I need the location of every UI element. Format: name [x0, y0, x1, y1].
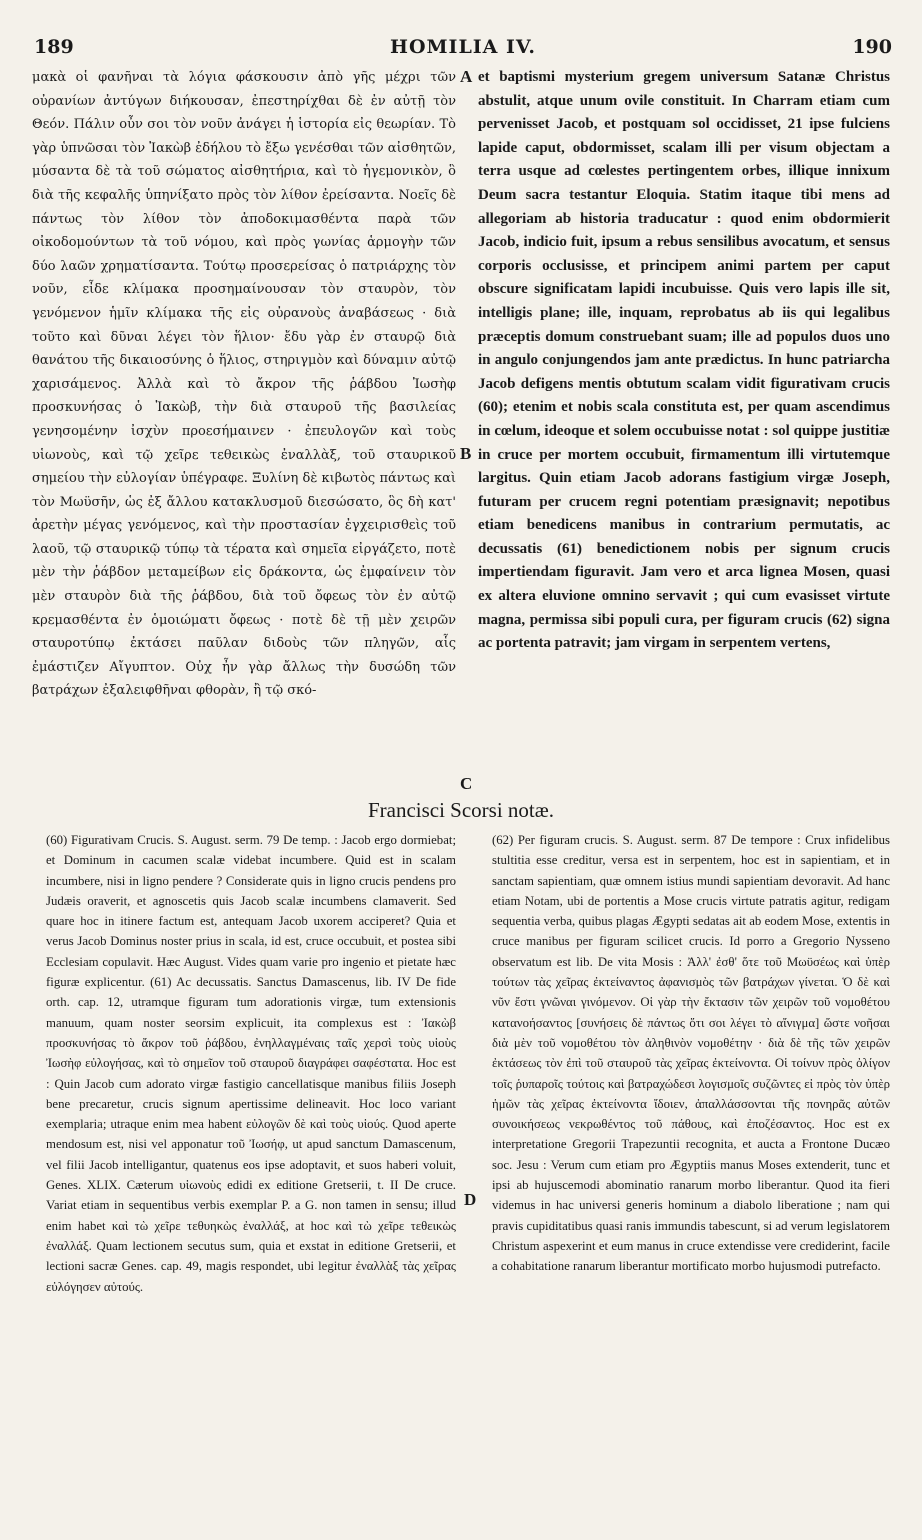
margin-marker-d: D	[464, 1190, 477, 1209]
greek-text-column	[32, 66, 456, 703]
margin-marker-a: A	[460, 67, 473, 86]
right-page-number: 190	[852, 36, 892, 58]
running-title: HOMILIA IV.	[390, 36, 536, 58]
notes-title: Francisci Scorsi notæ.	[367, 798, 555, 822]
latin-text-column	[478, 66, 890, 656]
margin-marker-c: C	[460, 774, 473, 793]
latin-paragraph: et baptismi mysterium gregem universum Satanæ Christus abstulit, atque unum ovile constituit. In Charram etiam cum pervenisset Jacob, et postquam sol occidisset, 21 ipse fulciens lapide caput, obdormisset, scalam illi per visum objectam a terra usque ad cœlestes pertingentem orbes, illique innixum Deum sacra testantur Eloquia. Statim itaque tibi mens ad allegoriam ab historia traducatur : quod enim obdormierit Jacob, indicio fuit, ipsum a rebus sensilibus avocatum, et sensus corporis occlusisse, et principem animi partem per caput obscure significatam lapidi incubuisse. Quis vero lapis ille sit, intelligis plane; ille, inquam, reprobatus ab iis qui legalibus præceptis domum construebant suam; ille ad populos duos uno in angulo conjungendos jam ante prædictus. In hunc patriarcha Jacob defigens mentis obtutum scalam vidit figurativam crucis (60); etenim et nobis scala constituta est, per quam ascendimus in cœlum, ideoque et solem occubuisse notat : sol quippe justitiæ in cruce per mortem occubuit, firmamentum illi virtutemque largitus. Quin etiam Jacob adorans fastigium virgæ Joseph, futuram per crucem regni potentiam præsignavit; nepotibus etiam benedicens manibus in contrarium permutatis, ac decussatis (61) benedictionem nobis per signum crucis impertiendam figuravit. Jam vero et arca lignea Mosen, quasi ex altera eluvione omnino servavit ; qui cum evasisset virtute magna, permissa sibi populi cura, per figuram crucis (62) signa ac portenta patravit; jam virgam in serpentem vertens,	[478, 69, 890, 652]
margin-marker-b: B	[460, 444, 472, 463]
greek-paragraph: μακὰ οἱ φανῆναι τὰ λόγια φάσκουσιν ἀπὸ γῆς μέχρι τῶν οὐρανίων ἀντύγων διήκουσαν, ἐπεστηρίχθαι δὲ ἐν αὐτῇ τὸν Θεόν. Πάλιν οὖν σοι τὸν νοῦν ἀνάγει ἡ ἱστορία εἰς θεωρίαν. Τὸ γὰρ ὑπνῶσαι τὸν Ἰακὼβ ἐδήλου τὸ ἔξω γενέσθαι τῶν αἰσθητῶν, μύσαντα δὲ τὰ τοῦ σώματος αἰσθητήρια, καὶ τὸ ἡγεμονικὸν, ὃ διὰ τῆς κεφαλῆς ὑπηνίξατο πρὸς τὸν λίθον ἐρείσαντα. Νοεῖς δὲ πάντως τὸν λίθον τὸν ἀποδοκιμασθέντα παρὰ τῶν οἰκοδομούντων τὰ τοῦ νόμου, καὶ πρὸς γωνίας ἁρμογὴν τῶν δύο λαῶν χρηματίσαντα. Τούτῳ προσερείσας ὁ πατριάρχης τὸν νοῦν, εἶδε κλίμακα προσημαίνουσαν τὸν σταυρὸν, τὸν γενόμενον ἡμῖν κλίμακα τῆς εἰς οὐρανοὺς ἀναβάσεως · διὰ τοῦτο καὶ δῦναι λέγει τὸν ἥλιον· ἔδυ γὰρ ἐν σταυρῷ διὰ θανάτου τῆς δικαιοσύνης ὁ ἥλιος, στηριγμὸν καὶ δύναμιν αὐτῷ χαρισάμενος. Ἀλλὰ καὶ τὸ ἄκρον τῆς ῥάβδου Ἰωσὴφ προσκυνήσας ὁ Ἰακὼβ, τὴν διὰ σταυροῦ τῆς βασιλείας γενησομένην ἰσχὺν προεσήμαινεν · ἐπευλογῶν καὶ τοὺς υἱωνοὺς, καὶ τῷ χεῖρε τεθεικὼς ἐναλλὰξ, τοῦ σταυρικοῦ σημείου τὴν εὐλογίαν ὑπέγραφε. Ξυλίνη δὲ κιβωτὸς πάντως καὶ τὸν Μωϋσῆν, ὡς ἐξ ἄλλου κατακλυσμοῦ διεσώσατο, ὃς δὴ κατ' ἀρετὴν μέγας γενόμενος, καὶ τὴν προστασίαν ἐγχειρισθεὶς τοῦ λαοῦ, τῷ σταυρικῷ τύπῳ τὰ τέρατα καὶ σημεῖα εἰργάζετο, ποτὲ μὲν τὴν ῥάβδον μεταμείβων εἰς δράκοντα, ὡς ἐμφαίνειν τὸν μὲν σταυρὸν διὰ τῆς ῥάβδου, διὰ τοῦ ὄφεως τὸν ἐν αὐτῷ κρεμασθέντα ἐν ὁμοιώματι ὄφεως · ποτὲ δὲ τῇ μὲν χειρῶν σταυροτύπῳ ἐκτάσει παῦλαν διδοὺς τῶν πληγῶν, αἷς ἐμάστιζεν Αἴγυπτον. Οὐχ ἦν γὰρ ἄλλως τὴν δυσώδη τῶν βατράχων ἐξαλειφθῆναι φθορὰν, ἢ τῷ σκό-	[32, 70, 456, 699]
footnotes-left-column	[46, 830, 456, 1297]
footnote-62: (62) Per figuram crucis. S. August. serm. 87 De tempore : Crux infidelibus stultitia esse creditur, versa est in serpentem, hoc est in sapientiam, et in sanctam sapientiam, quæ omnem istius mundi sapientiam devoravit. Ad hanc etiam Notam, ubi de portentis a Mose crucis virtute patratis agitur, redigam sequentia verba, quibus plagas Ægypti sedatas ait ab eodem Mose, extentis in cruce manibus per figuram scilicet crucis. Id porro a Gregorio Nysseno observatum est lib. De vita Mosis : Ἀλλ' ἐσθ' ὅτε τοῦ Μωϋσέως καὶ ὑπὲρ τούτων τὰς χεῖρας ἐκτείναντος ἀφανισμὸς τῶν βατράχων γίνεται. Ὁ δὲ καὶ νῦν ἔστι γνῶναι γινόμενον. Οἱ γὰρ τὴν ἔκτασιν τῶν χειρῶν τοῦ νομοθέτου κατανοήσαντος [συνήσεις δὲ πάντως ὅτι σοι λέγει τὸ αἴνιγμα] ὥστε νοῆσαι διὰ μὲν τοῦ νομοθέτου τὸν ἀληθινὸν νομοθέτην · διὰ δὲ τῆς τῶν χειρῶν ἐκτάσεως τὸν ἐπὶ τοῦ σταυροῦ τὰς χεῖρας ἐκτείνοντα. Οἱ τοίνυν πρὸς ὀλίγον τοῖς ῥυπαροῖς τούτοις καὶ βατραχώδεσι λογισμοῖς συζῶντες εἰ πρὸς τὸν ὑπὲρ ἡμῶν τὰς χεῖρας ἐκτείνοντα ἴδοιεν, ἀπαλλάσσονται τῆς πονηρᾶς αὐτῶν συνοικήσεως νεκρωθέντος τοῦ πάθους, καὶ ἐποζέσαντος. Hoc est ex interpretatione Gregorii Trapezuntii recognita, et aucta a Frontone Ducæo soc. Jesu : Verum cum etiam pro Ægyptiis manus Moses extenderit, tunc et ipsi ab hujuscemodi abominatio ranarum morbo liberantur. Quod ita fieri videmus in hac universi generis hominum a diabolo liberatione ; nam qui pravis cupiditatibus quasi ranis immundis tabescunt, si ad verum legislatorem Christum aspexerint et eum manus in cruce extendisse vere crediderint, facile a cohabitatione ranarum liberantur mortificato morbo hujusmodi putrefacto.	[492, 833, 890, 1274]
footnote-60-61: (60) Figurativam Crucis. S. August. serm. 79 De temp. : Jacob ergo dormiebat; et Dominum in cacumen scalæ videbat incumbere. Quid est in scalam incumbere, nisi in ligno pendere ? Considerate quis in ligno crucis pendens pro Judæis oraverit, et agnoscetis quis Jacob scalæ incumbens clamaverit. Sed quare hoc in itinere factum est, antequam Jacob uxorem acciperet? Quia et verus Jacob Dominus noster prius in scala, id est, cruce occubuit, et postea sibi Ecclesiam copulavit. Hæc August. Vides quam varie pro ingenio et pietate hæc figuræ explicentur. (61) Ac decussatis. Sanctus Damascenus, lib. IV De fide orth. cap. 12, utramque figuram tum adorationis virgæ, tum extensionis manuum, quam noster seorsim explicuit, ita complexus est : Ἰακὼβ προσκυνήσας τὸ ἄκρον τοῦ ῥάβδου, ἐνηλλαγμέναις ταῖς χερσὶ τοὺς υἱοὺς Ἰωσὴφ εὐλογήσας, καὶ τὸ σημεῖον τοῦ σταυροῦ διαγράφει σαφέστατα. Hoc est : Quin Jacob cum adorato virgæ fastigio cancellatisque manibus filiis Joseph bene precaretur, crucis signum apertissime delineavit. Hoc loco variant exemplaria; utraque enim mea habent εὐλογῶν δὲ καὶ τοὺς υἱούς. Quod aperte mendosum est, nisi vel apponatur τοῦ Ἰωσήφ, ut apud sanctum Damascenum, vel filii Jacob intelligantur, quatenus eos ipse adoptavit, et suos haberi voluit, Genes. XLIX. Cæterum υἱωνοὺς edidi ex editione Gretserii, t. II De cruce. Variat etiam in sequentibus verbis exemplar P. a G. non tamen in sensu; illud enim habet καὶ τὼ χεῖρε τεθυηκὼς ἐναλλάξ, at hoc καὶ τὼ χεῖρε τεθεικὼς ἐναλλάξ. Quam lectionem secutus sum, quia et exstat in editione Gretserii, et lectioni sacræ Genes. cap. 49, magis respondet, ubi legitur ἐναλλὰξ τὰς χεῖρας εὐλόγησεν αὐτούς.	[46, 833, 456, 1294]
left-page-number: 189	[34, 36, 74, 58]
running-header	[34, 36, 892, 64]
footnotes-right-column	[492, 830, 890, 1277]
